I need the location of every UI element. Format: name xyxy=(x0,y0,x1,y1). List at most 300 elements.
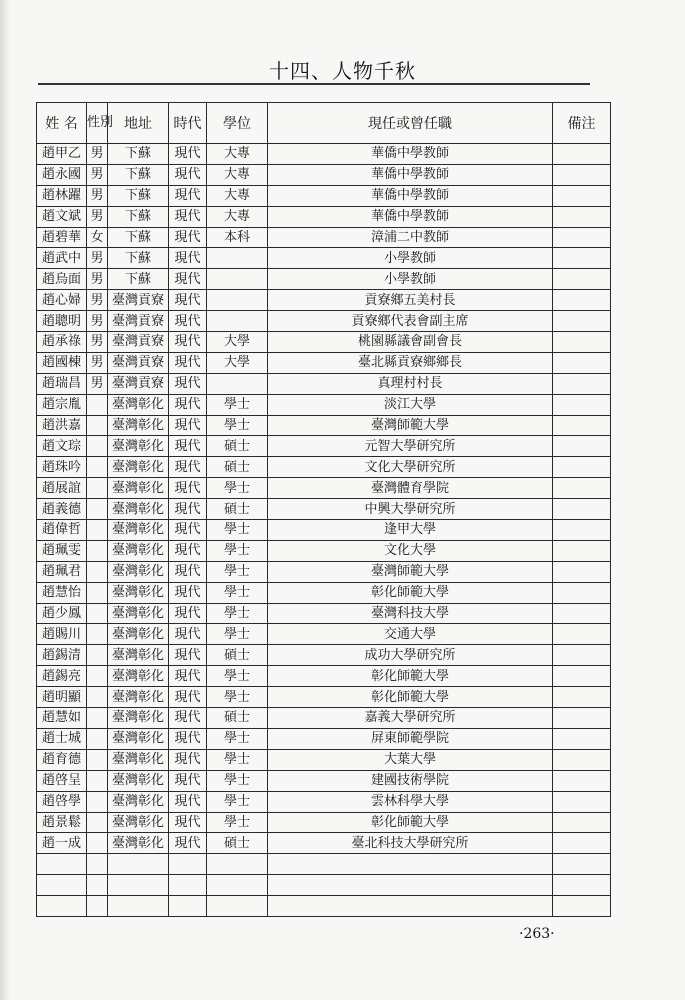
cell-era xyxy=(169,854,207,875)
cell-era: 現代 xyxy=(169,520,207,541)
cell-position: 中興大學研究所 xyxy=(268,499,553,520)
cell-era: 現代 xyxy=(169,499,207,520)
table-row xyxy=(37,708,611,729)
cell-gender: 男 xyxy=(87,332,108,353)
cell-degree: 學士 xyxy=(207,770,268,791)
cell-era: 現代 xyxy=(169,436,207,457)
cell-address: 臺灣彰化 xyxy=(108,561,169,582)
cell-position: 建國技術學院 xyxy=(268,770,553,791)
cell-name: 趙文琮 xyxy=(37,436,87,457)
cell-era: 現代 xyxy=(169,770,207,791)
cell-degree: 碩士 xyxy=(207,457,268,478)
cell-name: 趙聰明 xyxy=(37,311,87,332)
cell-gender xyxy=(87,520,108,541)
cell-address xyxy=(108,896,169,917)
cell-position: 雲林科學大學 xyxy=(268,791,553,812)
cell-name: 趙景鬆 xyxy=(37,812,87,833)
cell-name: 趙啓呈 xyxy=(37,770,87,791)
cell-position: 嘉義大學研究所 xyxy=(268,708,553,729)
table-row xyxy=(37,666,611,687)
table-row xyxy=(37,603,611,624)
cell-degree: 碩士 xyxy=(207,708,268,729)
cell-position: 淡江大學 xyxy=(268,394,553,415)
cell-remarks xyxy=(553,185,611,206)
cell-era: 現代 xyxy=(169,415,207,436)
cell-position xyxy=(268,875,553,896)
cell-degree: 大學 xyxy=(207,352,268,373)
cell-gender xyxy=(87,728,108,749)
cell-era: 現代 xyxy=(169,269,207,290)
cell-era xyxy=(169,896,207,917)
cell-gender xyxy=(87,645,108,666)
cell-address: 臺灣貢寮 xyxy=(108,332,169,353)
cell-address: 臺灣彰化 xyxy=(108,770,169,791)
cell-address: 臺灣彰化 xyxy=(108,457,169,478)
cell-remarks xyxy=(553,332,611,353)
cell-position: 彰化師範大學 xyxy=(268,687,553,708)
cell-remarks xyxy=(553,666,611,687)
cell-address: 臺灣彰化 xyxy=(108,436,169,457)
cell-position: 貢寮鄉代表會副主席 xyxy=(268,311,553,332)
cell-degree: 學士 xyxy=(207,812,268,833)
table-row xyxy=(37,185,611,206)
cell-era: 現代 xyxy=(169,164,207,185)
cell-degree: 學士 xyxy=(207,791,268,812)
cell-position: 桃園縣議會副會長 xyxy=(268,332,553,353)
cell-degree xyxy=(207,896,268,917)
table-row xyxy=(37,373,611,394)
cell-position: 文化大學研究所 xyxy=(268,457,553,478)
table-row xyxy=(37,457,611,478)
cell-remarks xyxy=(553,854,611,875)
cell-address: 臺灣彰化 xyxy=(108,415,169,436)
cell-degree: 學士 xyxy=(207,540,268,561)
table-row xyxy=(37,624,611,645)
cell-remarks xyxy=(553,457,611,478)
cell-remarks xyxy=(553,520,611,541)
cell-degree: 碩士 xyxy=(207,645,268,666)
cell-gender xyxy=(87,749,108,770)
cell-degree: 學士 xyxy=(207,415,268,436)
cell-degree xyxy=(207,311,268,332)
cell-degree: 大專 xyxy=(207,185,268,206)
cell-address: 臺灣彰化 xyxy=(108,582,169,603)
cell-position: 臺北科技大學研究所 xyxy=(268,833,553,854)
cell-remarks xyxy=(553,415,611,436)
table-row xyxy=(37,164,611,185)
cell-address: 下蘇 xyxy=(108,206,169,227)
chapter-title: 十四、人物千秋 xyxy=(269,59,416,83)
cell-degree: 學士 xyxy=(207,561,268,582)
header-degree: 學位 xyxy=(207,103,268,144)
cell-name: 趙一成 xyxy=(37,833,87,854)
header-address: 地址 xyxy=(108,103,169,144)
cell-position: 華僑中學教師 xyxy=(268,144,553,165)
header-name: 姓 名 xyxy=(37,103,87,144)
cell-gender xyxy=(87,896,108,917)
cell-gender xyxy=(87,687,108,708)
cell-remarks xyxy=(553,478,611,499)
cell-era: 現代 xyxy=(169,248,207,269)
cell-remarks xyxy=(553,645,611,666)
table-row xyxy=(37,812,611,833)
table-row xyxy=(37,687,611,708)
cell-era: 現代 xyxy=(169,561,207,582)
table-row xyxy=(37,206,611,227)
header-gender: 性別 xyxy=(87,103,108,144)
cell-position xyxy=(268,854,553,875)
cell-degree: 學士 xyxy=(207,603,268,624)
cell-address: 臺灣彰化 xyxy=(108,791,169,812)
cell-gender xyxy=(87,791,108,812)
cell-degree xyxy=(207,269,268,290)
cell-address: 下蘇 xyxy=(108,164,169,185)
cell-degree xyxy=(207,248,268,269)
cell-degree xyxy=(207,290,268,311)
cell-era: 現代 xyxy=(169,708,207,729)
cell-name: 趙義德 xyxy=(37,499,87,520)
cell-address: 下蘇 xyxy=(108,227,169,248)
cell-name: 趙武中 xyxy=(37,248,87,269)
cell-remarks xyxy=(553,728,611,749)
cell-address: 臺灣彰化 xyxy=(108,499,169,520)
cell-era: 現代 xyxy=(169,227,207,248)
cell-gender xyxy=(87,854,108,875)
cell-address: 臺灣彰化 xyxy=(108,624,169,645)
table-row xyxy=(37,728,611,749)
cell-era: 現代 xyxy=(169,687,207,708)
cell-remarks xyxy=(553,708,611,729)
cell-position: 彰化師範大學 xyxy=(268,812,553,833)
cell-degree: 大專 xyxy=(207,164,268,185)
cell-degree xyxy=(207,875,268,896)
cell-remarks xyxy=(553,582,611,603)
cell-address xyxy=(108,875,169,896)
cell-remarks xyxy=(553,561,611,582)
cell-position: 華僑中學教師 xyxy=(268,206,553,227)
table-row xyxy=(37,520,611,541)
cell-name: 趙珠吟 xyxy=(37,457,87,478)
cell-remarks xyxy=(553,540,611,561)
cell-name: 趙展誼 xyxy=(37,478,87,499)
cell-address: 臺灣彰化 xyxy=(108,520,169,541)
cell-position: 華僑中學教師 xyxy=(268,185,553,206)
cell-address: 臺灣彰化 xyxy=(108,645,169,666)
table-row xyxy=(37,833,611,854)
table-row xyxy=(37,144,611,165)
cell-position: 彰化師範大學 xyxy=(268,582,553,603)
cell-degree: 學士 xyxy=(207,728,268,749)
cell-address: 臺灣彰化 xyxy=(108,708,169,729)
cell-degree: 學士 xyxy=(207,582,268,603)
cell-position: 元智大學研究所 xyxy=(268,436,553,457)
cell-address: 下蘇 xyxy=(108,144,169,165)
cell-position: 華僑中學教師 xyxy=(268,164,553,185)
cell-era: 現代 xyxy=(169,332,207,353)
table-row xyxy=(37,415,611,436)
cell-position: 逢甲大學 xyxy=(268,520,553,541)
cell-era xyxy=(169,875,207,896)
cell-degree: 本科 xyxy=(207,227,268,248)
cell-era: 現代 xyxy=(169,394,207,415)
cell-name: 趙賜川 xyxy=(37,624,87,645)
cell-gender: 男 xyxy=(87,206,108,227)
cell-degree: 碩士 xyxy=(207,436,268,457)
cell-name: 趙慧怡 xyxy=(37,582,87,603)
cell-name: 趙珮雯 xyxy=(37,540,87,561)
cell-era: 現代 xyxy=(169,290,207,311)
cell-position: 大葉大學 xyxy=(268,749,553,770)
table-row xyxy=(37,290,611,311)
cell-era: 現代 xyxy=(169,833,207,854)
cell-gender: 男 xyxy=(87,373,108,394)
cell-name xyxy=(37,854,87,875)
cell-degree: 大專 xyxy=(207,206,268,227)
cell-remarks xyxy=(553,749,611,770)
cell-remarks xyxy=(553,791,611,812)
table-row xyxy=(37,749,611,770)
header-remarks: 備注 xyxy=(553,103,611,144)
table-row xyxy=(37,582,611,603)
cell-degree: 學士 xyxy=(207,394,268,415)
cell-gender xyxy=(87,478,108,499)
cell-position: 成功大學研究所 xyxy=(268,645,553,666)
table-row xyxy=(37,540,611,561)
cell-address: 臺灣彰化 xyxy=(108,478,169,499)
cell-position: 真理村村長 xyxy=(268,373,553,394)
cell-position: 彰化師範大學 xyxy=(268,666,553,687)
cell-address: 臺灣彰化 xyxy=(108,812,169,833)
cell-name: 趙承祿 xyxy=(37,332,87,353)
cell-address: 臺灣彰化 xyxy=(108,540,169,561)
cell-gender: 男 xyxy=(87,311,108,332)
cell-era: 現代 xyxy=(169,812,207,833)
cell-era: 現代 xyxy=(169,749,207,770)
cell-remarks xyxy=(553,687,611,708)
cell-era: 現代 xyxy=(169,624,207,645)
cell-degree: 學士 xyxy=(207,666,268,687)
cell-name: 趙慧如 xyxy=(37,708,87,729)
cell-remarks xyxy=(553,896,611,917)
cell-position: 臺灣科技大學 xyxy=(268,603,553,624)
cell-name: 趙育德 xyxy=(37,749,87,770)
page-number: ·263· xyxy=(519,926,555,942)
cell-gender xyxy=(87,561,108,582)
cell-era: 現代 xyxy=(169,311,207,332)
table-row xyxy=(37,394,611,415)
cell-address: 下蘇 xyxy=(108,185,169,206)
cell-name: 趙啓學 xyxy=(37,791,87,812)
cell-gender xyxy=(87,603,108,624)
table-row xyxy=(37,332,611,353)
cell-address: 下蘇 xyxy=(108,269,169,290)
cell-name: 趙國棟 xyxy=(37,352,87,373)
cell-era: 現代 xyxy=(169,603,207,624)
cell-position: 貢寮鄉五美村長 xyxy=(268,290,553,311)
table-row xyxy=(37,248,611,269)
cell-name: 趙錫亮 xyxy=(37,666,87,687)
table-row xyxy=(37,499,611,520)
scan-edge-shadow xyxy=(0,0,10,1000)
cell-remarks xyxy=(553,248,611,269)
cell-remarks xyxy=(553,624,611,645)
cell-address: 臺灣貢寮 xyxy=(108,311,169,332)
cell-name: 趙宗胤 xyxy=(37,394,87,415)
cell-name: 趙錫清 xyxy=(37,645,87,666)
cell-remarks xyxy=(553,227,611,248)
cell-position: 屏東師範學院 xyxy=(268,728,553,749)
cell-name: 趙明顯 xyxy=(37,687,87,708)
cell-degree: 學士 xyxy=(207,624,268,645)
cell-position: 漳浦二中教師 xyxy=(268,227,553,248)
cell-degree xyxy=(207,854,268,875)
cell-era: 現代 xyxy=(169,144,207,165)
cell-gender: 男 xyxy=(87,290,108,311)
cell-gender: 女 xyxy=(87,227,108,248)
cell-name: 趙林躍 xyxy=(37,185,87,206)
table-row xyxy=(37,352,611,373)
table-row xyxy=(37,854,611,875)
cell-gender xyxy=(87,415,108,436)
cell-gender xyxy=(87,624,108,645)
cell-name: 趙甲乙 xyxy=(37,144,87,165)
cell-position: 小學教師 xyxy=(268,269,553,290)
cell-era: 現代 xyxy=(169,206,207,227)
cell-gender: 男 xyxy=(87,248,108,269)
cell-remarks xyxy=(553,436,611,457)
cell-era: 現代 xyxy=(169,478,207,499)
table-row xyxy=(37,896,611,917)
cell-name: 趙偉哲 xyxy=(37,520,87,541)
cell-name xyxy=(37,896,87,917)
cell-remarks xyxy=(553,875,611,896)
cell-name: 趙珮君 xyxy=(37,561,87,582)
cell-gender xyxy=(87,540,108,561)
cell-name xyxy=(37,875,87,896)
cell-degree: 碩士 xyxy=(207,833,268,854)
cell-gender xyxy=(87,457,108,478)
cell-name: 趙少鳳 xyxy=(37,603,87,624)
cell-gender xyxy=(87,770,108,791)
cell-remarks xyxy=(553,311,611,332)
cell-position: 臺灣師範大學 xyxy=(268,561,553,582)
cell-remarks xyxy=(553,812,611,833)
cell-remarks xyxy=(553,770,611,791)
cell-gender xyxy=(87,499,108,520)
cell-address: 臺灣彰化 xyxy=(108,603,169,624)
table-row xyxy=(37,436,611,457)
cell-address: 臺灣彰化 xyxy=(108,687,169,708)
cell-gender: 男 xyxy=(87,352,108,373)
cell-era: 現代 xyxy=(169,457,207,478)
cell-gender: 男 xyxy=(87,164,108,185)
cell-gender xyxy=(87,875,108,896)
cell-address: 臺灣彰化 xyxy=(108,394,169,415)
cell-position: 臺北縣貢寮鄉鄉長 xyxy=(268,352,553,373)
table-row xyxy=(37,478,611,499)
cell-address: 臺灣貢寮 xyxy=(108,290,169,311)
cell-remarks xyxy=(553,269,611,290)
cell-address: 臺灣彰化 xyxy=(108,749,169,770)
cell-address: 下蘇 xyxy=(108,248,169,269)
cell-gender xyxy=(87,394,108,415)
cell-degree: 大專 xyxy=(207,144,268,165)
cell-position xyxy=(268,896,553,917)
header-position: 現任或曾任職 xyxy=(268,103,553,144)
roster-body xyxy=(37,144,611,917)
header-row xyxy=(37,103,611,144)
table-row xyxy=(37,561,611,582)
cell-degree: 碩士 xyxy=(207,499,268,520)
cell-gender: 男 xyxy=(87,269,108,290)
cell-remarks xyxy=(553,373,611,394)
cell-degree xyxy=(207,373,268,394)
cell-position: 臺灣體育學院 xyxy=(268,478,553,499)
table-row xyxy=(37,645,611,666)
table-row xyxy=(37,311,611,332)
cell-name: 趙士城 xyxy=(37,728,87,749)
cell-gender: 男 xyxy=(87,144,108,165)
cell-remarks xyxy=(553,352,611,373)
cell-gender xyxy=(87,666,108,687)
cell-name: 趙瑞昌 xyxy=(37,373,87,394)
cell-position: 交通大學 xyxy=(268,624,553,645)
cell-address: 臺灣貢寮 xyxy=(108,352,169,373)
cell-era: 現代 xyxy=(169,582,207,603)
cell-era: 現代 xyxy=(169,373,207,394)
header-era: 時代 xyxy=(169,103,207,144)
cell-remarks xyxy=(553,499,611,520)
title-rule xyxy=(38,83,590,85)
cell-era: 現代 xyxy=(169,645,207,666)
cell-name: 趙洪嘉 xyxy=(37,415,87,436)
cell-gender xyxy=(87,436,108,457)
cell-era: 現代 xyxy=(169,666,207,687)
cell-name: 趙永國 xyxy=(37,164,87,185)
cell-position: 文化大學 xyxy=(268,540,553,561)
cell-remarks xyxy=(553,164,611,185)
cell-name: 趙文斌 xyxy=(37,206,87,227)
cell-era: 現代 xyxy=(169,352,207,373)
cell-remarks xyxy=(553,603,611,624)
cell-degree: 大學 xyxy=(207,332,268,353)
cell-name: 趙烏面 xyxy=(37,269,87,290)
table-row xyxy=(37,770,611,791)
cell-gender xyxy=(87,582,108,603)
cell-name: 趙心婦 xyxy=(37,290,87,311)
cell-remarks xyxy=(553,206,611,227)
cell-address: 臺灣貢寮 xyxy=(108,373,169,394)
cell-era: 現代 xyxy=(169,791,207,812)
table-row xyxy=(37,227,611,248)
cell-gender xyxy=(87,812,108,833)
cell-degree: 學士 xyxy=(207,520,268,541)
cell-address: 臺灣彰化 xyxy=(108,728,169,749)
cell-address: 臺灣彰化 xyxy=(108,833,169,854)
cell-degree: 學士 xyxy=(207,749,268,770)
cell-position: 臺灣師範大學 xyxy=(268,415,553,436)
cell-remarks xyxy=(553,394,611,415)
cell-address: 臺灣彰化 xyxy=(108,666,169,687)
cell-position: 小學教師 xyxy=(268,248,553,269)
cell-remarks xyxy=(553,833,611,854)
roster-table xyxy=(36,102,611,917)
cell-remarks xyxy=(553,144,611,165)
cell-gender xyxy=(87,833,108,854)
cell-degree: 學士 xyxy=(207,478,268,499)
cell-era: 現代 xyxy=(169,540,207,561)
cell-remarks xyxy=(553,290,611,311)
